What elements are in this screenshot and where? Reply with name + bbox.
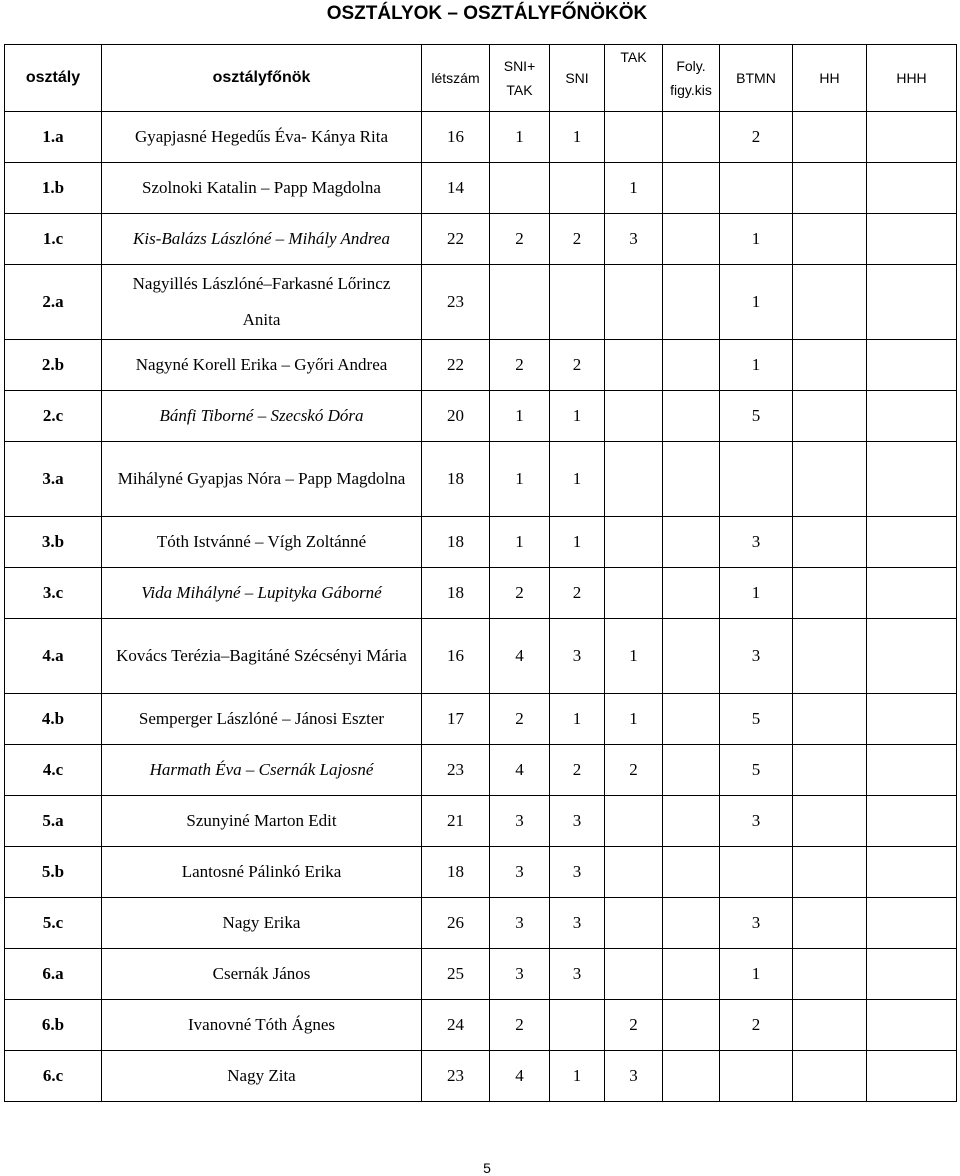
table-row — [5, 340, 957, 391]
table-row — [5, 391, 957, 442]
sni-cell — [550, 163, 605, 214]
hhh-cell — [867, 898, 957, 949]
table-row — [5, 163, 957, 214]
header-osztaly: osztály — [5, 45, 102, 112]
table-row — [5, 214, 957, 265]
tak-cell — [605, 847, 663, 898]
letszam-cell: 18 — [422, 442, 490, 517]
tak-cell: 1 — [605, 694, 663, 745]
class-cell: 6.c — [5, 1051, 102, 1102]
class-cell: 1.a — [5, 112, 102, 163]
table-row — [5, 949, 957, 1000]
header-letszam: létszám — [422, 45, 490, 112]
foly-cell — [663, 847, 720, 898]
hh-cell — [793, 391, 867, 442]
sni-cell: 2 — [550, 340, 605, 391]
teacher-cell: Bánfi Tiborné – Szecskó Dóra — [102, 391, 422, 442]
sni-tak-cell: 1 — [490, 517, 550, 568]
header-osztalyfonok: osztályfőnök — [102, 45, 422, 112]
btmn-cell: 3 — [720, 619, 793, 694]
hhh-cell — [867, 112, 957, 163]
sni-cell: 3 — [550, 796, 605, 847]
foly-cell — [663, 568, 720, 619]
hh-cell — [793, 568, 867, 619]
btmn-cell: 2 — [720, 112, 793, 163]
sni-cell: 1 — [550, 391, 605, 442]
btmn-cell — [720, 442, 793, 517]
page-title: OSZTÁLYOK – OSZTÁLYFŐNÖKÖK — [326, 3, 648, 24]
teacher-cell: Lantosné Pálinkó Erika — [102, 847, 422, 898]
tak-cell: 2 — [605, 745, 663, 796]
header-sni-tak-line1: SNI+ — [503, 58, 536, 74]
table-row — [5, 745, 957, 796]
btmn-cell — [720, 1051, 793, 1102]
teacher-cell: Nagy Zita — [102, 1051, 422, 1102]
sni-tak-cell: 1 — [490, 112, 550, 163]
sni-cell — [550, 1000, 605, 1051]
hh-cell — [793, 796, 867, 847]
hhh-cell — [867, 1000, 957, 1051]
hhh-cell — [867, 568, 957, 619]
header-tak: TAK — [605, 45, 663, 112]
header-row — [5, 45, 957, 112]
tak-cell — [605, 517, 663, 568]
teacher-cell: Gyapjasné Hegedűs Éva- Kánya Rita — [102, 112, 422, 163]
table-row — [5, 1000, 957, 1051]
btmn-cell: 1 — [720, 949, 793, 1000]
table-row — [5, 265, 957, 340]
hhh-cell — [867, 1051, 957, 1102]
teacher-cell: Nagy Erika — [102, 898, 422, 949]
class-teachers-table — [4, 44, 957, 1102]
letszam-cell: 16 — [422, 619, 490, 694]
hh-cell — [793, 1051, 867, 1102]
hhh-cell — [867, 796, 957, 847]
btmn-cell — [720, 163, 793, 214]
hh-cell — [793, 898, 867, 949]
sni-tak-cell: 3 — [490, 847, 550, 898]
sni-cell: 3 — [550, 619, 605, 694]
sni-cell — [550, 265, 605, 340]
sni-cell: 1 — [550, 694, 605, 745]
class-cell: 3.c — [5, 568, 102, 619]
hh-cell — [793, 442, 867, 517]
tak-cell: 1 — [605, 163, 663, 214]
hh-cell — [793, 949, 867, 1000]
letszam-cell: 21 — [422, 796, 490, 847]
teacher-cell: Ivanovné Tóth Ágnes — [102, 1000, 422, 1051]
btmn-cell: 1 — [720, 214, 793, 265]
class-cell: 4.b — [5, 694, 102, 745]
sni-tak-cell: 2 — [490, 1000, 550, 1051]
sni-cell: 1 — [550, 517, 605, 568]
header-sni-tak-line2: TAK — [506, 82, 533, 98]
tak-cell — [605, 340, 663, 391]
class-cell: 3.b — [5, 517, 102, 568]
hhh-cell — [867, 517, 957, 568]
sni-tak-cell: 3 — [490, 796, 550, 847]
btmn-cell: 5 — [720, 694, 793, 745]
table-row — [5, 442, 957, 517]
header-sni-tak — [490, 45, 550, 112]
foly-cell — [663, 694, 720, 745]
table-row — [5, 1051, 957, 1102]
tak-cell — [605, 391, 663, 442]
hhh-cell — [867, 847, 957, 898]
teacher-cell: Vida Mihályné – Lupityka Gáborné — [102, 568, 422, 619]
table-row — [5, 847, 957, 898]
letszam-cell: 18 — [422, 568, 490, 619]
class-cell: 2.c — [5, 391, 102, 442]
letszam-cell: 26 — [422, 898, 490, 949]
tak-cell — [605, 949, 663, 1000]
foly-cell — [663, 112, 720, 163]
hh-cell — [793, 340, 867, 391]
sni-tak-cell: 4 — [490, 619, 550, 694]
teacher-cell: Csernák János — [102, 949, 422, 1000]
letszam-cell: 22 — [422, 340, 490, 391]
header-hhh: HHH — [867, 45, 957, 112]
hhh-cell — [867, 694, 957, 745]
header-foly-line1: Foly. — [676, 58, 706, 74]
sni-tak-cell: 2 — [490, 694, 550, 745]
letszam-cell: 24 — [422, 1000, 490, 1051]
hh-cell — [793, 265, 867, 340]
teacher-cell: Szolnoki Katalin – Papp Magdolna — [102, 163, 422, 214]
foly-cell — [663, 949, 720, 1000]
teacher-cell: Kovács Terézia–Bagitáné Szécsényi Mária — [102, 619, 422, 694]
foly-cell — [663, 265, 720, 340]
tak-cell — [605, 898, 663, 949]
sni-cell: 3 — [550, 847, 605, 898]
teacher-cell: Mihályné Gyapjas Nóra – Papp Magdolna — [102, 442, 422, 517]
sni-tak-cell: 2 — [490, 214, 550, 265]
table-row — [5, 619, 957, 694]
class-cell: 4.c — [5, 745, 102, 796]
hh-cell — [793, 847, 867, 898]
class-cell: 5.c — [5, 898, 102, 949]
teacher-cell: Nagyillés Lászlóné–Farkasné Lőrincz Anita — [102, 265, 422, 340]
sni-tak-cell: 1 — [490, 391, 550, 442]
tak-cell — [605, 568, 663, 619]
sni-tak-cell — [490, 265, 550, 340]
class-cell: 6.a — [5, 949, 102, 1000]
sni-tak-cell: 4 — [490, 745, 550, 796]
hhh-cell — [867, 340, 957, 391]
header-foly — [663, 45, 720, 112]
tak-cell — [605, 442, 663, 517]
foly-cell — [663, 1000, 720, 1051]
btmn-cell: 5 — [720, 391, 793, 442]
letszam-cell: 20 — [422, 391, 490, 442]
foly-cell — [663, 391, 720, 442]
table-row — [5, 796, 957, 847]
teacher-cell: Kis-Balázs Lászlóné – Mihály Andrea — [102, 214, 422, 265]
page-number: 5 — [483, 1160, 491, 1176]
btmn-cell: 1 — [720, 568, 793, 619]
hhh-cell — [867, 442, 957, 517]
sni-cell: 1 — [550, 112, 605, 163]
letszam-cell: 14 — [422, 163, 490, 214]
btmn-cell — [720, 847, 793, 898]
tak-cell: 1 — [605, 619, 663, 694]
hh-cell — [793, 214, 867, 265]
foly-cell — [663, 163, 720, 214]
hh-cell — [793, 619, 867, 694]
table-row — [5, 898, 957, 949]
sni-tak-cell: 4 — [490, 1051, 550, 1102]
sni-tak-cell: 3 — [490, 898, 550, 949]
letszam-cell: 16 — [422, 112, 490, 163]
hhh-cell — [867, 619, 957, 694]
foly-cell — [663, 517, 720, 568]
sni-cell: 3 — [550, 898, 605, 949]
hhh-cell — [867, 163, 957, 214]
header-sni: SNI — [550, 45, 605, 112]
class-cell: 6.b — [5, 1000, 102, 1051]
letszam-cell: 23 — [422, 265, 490, 340]
letszam-cell: 23 — [422, 745, 490, 796]
table-row — [5, 517, 957, 568]
sni-tak-cell: 3 — [490, 949, 550, 1000]
sni-cell: 3 — [550, 949, 605, 1000]
btmn-cell: 1 — [720, 265, 793, 340]
class-cell: 4.a — [5, 619, 102, 694]
hh-cell — [793, 694, 867, 745]
tak-cell: 3 — [605, 214, 663, 265]
teacher-cell: Harmath Éva – Csernák Lajosné — [102, 745, 422, 796]
letszam-cell: 18 — [422, 847, 490, 898]
hhh-cell — [867, 391, 957, 442]
sni-tak-cell: 2 — [490, 568, 550, 619]
sni-tak-cell: 1 — [490, 442, 550, 517]
hhh-cell — [867, 949, 957, 1000]
tak-cell — [605, 265, 663, 340]
hh-cell — [793, 1000, 867, 1051]
sni-cell: 1 — [550, 1051, 605, 1102]
btmn-cell: 1 — [720, 340, 793, 391]
header-btmn: BTMN — [720, 45, 793, 112]
tak-cell: 2 — [605, 1000, 663, 1051]
letszam-cell: 18 — [422, 517, 490, 568]
btmn-cell: 3 — [720, 517, 793, 568]
foly-cell — [663, 442, 720, 517]
foly-cell — [663, 745, 720, 796]
teacher-cell: Tóth Istvánné – Vígh Zoltánné — [102, 517, 422, 568]
teacher-cell: Semperger Lászlóné – Jánosi Eszter — [102, 694, 422, 745]
letszam-cell: 17 — [422, 694, 490, 745]
teacher-cell: Nagyné Korell Erika – Győri Andrea — [102, 340, 422, 391]
class-cell: 1.b — [5, 163, 102, 214]
sni-cell: 2 — [550, 745, 605, 796]
letszam-cell: 25 — [422, 949, 490, 1000]
foly-cell — [663, 1051, 720, 1102]
hhh-cell — [867, 265, 957, 340]
btmn-cell: 3 — [720, 898, 793, 949]
hh-cell — [793, 745, 867, 796]
class-cell: 2.b — [5, 340, 102, 391]
table-row — [5, 112, 957, 163]
sni-cell: 1 — [550, 442, 605, 517]
tak-cell — [605, 796, 663, 847]
table-row — [5, 568, 957, 619]
table-row — [5, 694, 957, 745]
letszam-cell: 23 — [422, 1051, 490, 1102]
hhh-cell — [867, 214, 957, 265]
sni-cell: 2 — [550, 214, 605, 265]
foly-cell — [663, 619, 720, 694]
class-cell: 2.a — [5, 265, 102, 340]
foly-cell — [663, 898, 720, 949]
tak-cell: 3 — [605, 1051, 663, 1102]
foly-cell — [663, 796, 720, 847]
hh-cell — [793, 517, 867, 568]
hh-cell — [793, 163, 867, 214]
foly-cell — [663, 214, 720, 265]
sni-cell: 2 — [550, 568, 605, 619]
class-cell: 5.b — [5, 847, 102, 898]
letszam-cell: 22 — [422, 214, 490, 265]
hh-cell — [793, 112, 867, 163]
btmn-cell: 2 — [720, 1000, 793, 1051]
sni-tak-cell: 2 — [490, 340, 550, 391]
tak-cell — [605, 112, 663, 163]
header-hh: HH — [793, 45, 867, 112]
foly-cell — [663, 340, 720, 391]
hhh-cell — [867, 745, 957, 796]
btmn-cell: 5 — [720, 745, 793, 796]
header-foly-line2: figy.kis — [670, 82, 712, 98]
class-cell: 5.a — [5, 796, 102, 847]
teacher-cell: Szunyiné Marton Edit — [102, 796, 422, 847]
class-cell: 3.a — [5, 442, 102, 517]
class-cell: 1.c — [5, 214, 102, 265]
btmn-cell: 3 — [720, 796, 793, 847]
sni-tak-cell — [490, 163, 550, 214]
